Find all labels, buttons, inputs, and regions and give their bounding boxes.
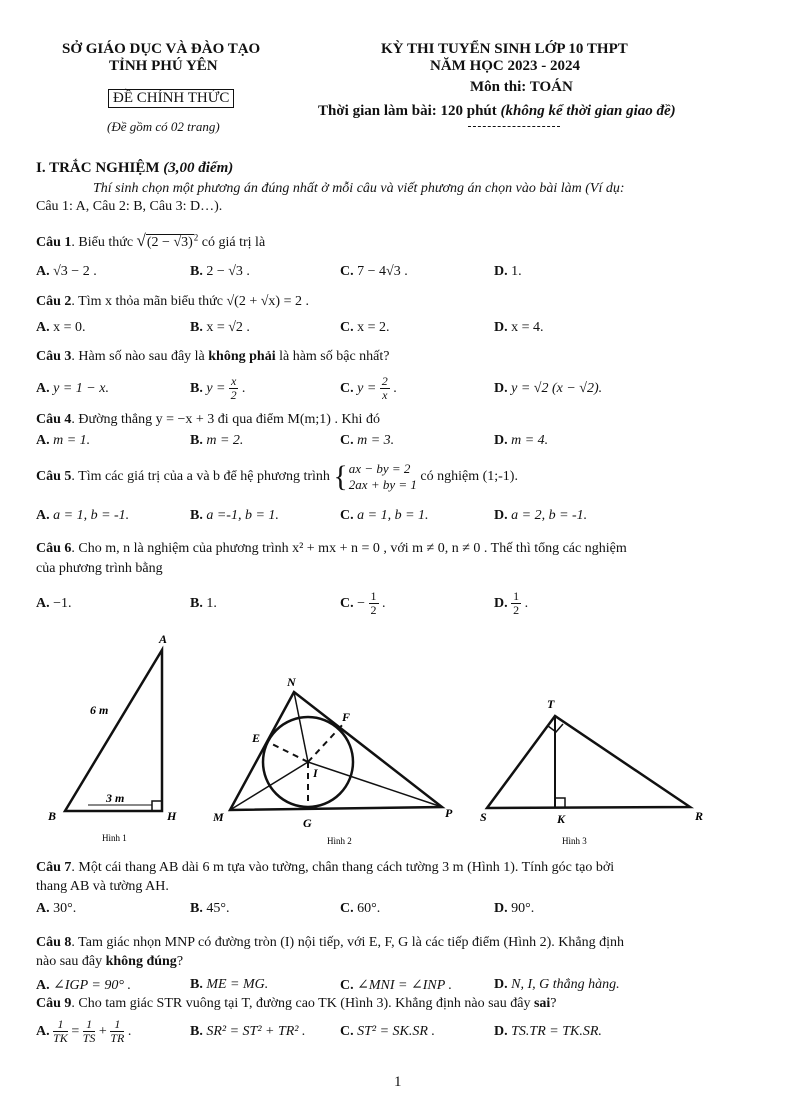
q8-label: Câu 8	[36, 935, 72, 950]
q4-text: . Đường thẳng y = −x + 3 đi qua điểm M(m;1) . Khi đó	[71, 412, 380, 427]
q8-option-c: C. ∠MNI = ∠INP .	[340, 978, 452, 993]
fig2-label-g: G	[303, 816, 312, 830]
q7-option-b: B. 45°.	[190, 901, 230, 916]
question-8	[36, 935, 624, 951]
q5-option-c: C. a = 1, b = 1.	[340, 508, 429, 523]
q1-expr: (2 − √3)	[146, 235, 193, 250]
fig2-label-i: I	[313, 766, 318, 780]
q8-option-d: D. N, I, G thẳng hàng.	[494, 977, 620, 992]
q9-option-c: C. ST² = SK.SR .	[340, 1024, 435, 1039]
q7-option-d: D. 90°.	[494, 901, 535, 916]
q6-text: . Cho m, n là nghiệm của phương trình x² + mx + n = 0 , với m ≠ 0, n ≠ 0 . Thế thì tổng các nghiệm	[71, 541, 627, 556]
q6-option-a: A. −1.	[36, 596, 72, 611]
q3-text: . Hàm số nào sau đây là	[71, 349, 205, 364]
q6-label: Câu 6	[36, 541, 72, 556]
q3-tail: là hàm số bậc nhất?	[279, 349, 390, 364]
q1-option-a: A. √3 − 2 .	[36, 264, 97, 279]
q6-option-c: C. − $\frac{1}{2}$ .	[340, 589, 386, 618]
section-heading	[36, 160, 233, 177]
fig3-triangle	[487, 716, 690, 808]
q3-option-b: B. y = $\frac{x}{2}$ .	[190, 374, 246, 403]
question-7	[36, 860, 614, 876]
exam-time	[318, 103, 676, 120]
instructions-line2: Câu 1: A, Câu 2: B, Câu 3: D…).	[36, 199, 223, 214]
q4-option-d: D. m = 4.	[494, 433, 549, 448]
q9-label: Câu 9	[36, 996, 72, 1011]
fig2-label-m: M	[213, 810, 224, 824]
official-label: ĐỀ CHÍNH THỨC	[108, 89, 234, 108]
q4-option-b: B. m = 2.	[190, 433, 244, 448]
instructions-line1: Thí sinh chọn một phương án đúng nhất ở mỗi câu và viết phương án chọn vào bài làm (Ví dụ:	[93, 181, 625, 196]
fig2-label-f: F	[342, 710, 351, 724]
q1-option-c: C. 7 − 4√3 .	[340, 264, 408, 279]
q5-eq2: 2ax + by = 1	[348, 476, 417, 492]
q7-line1: . Một cái thang AB dài 6 m tựa vào tường, chân thang cách tường 3 m (Hình 1). Tính góc tạo bởi	[71, 860, 615, 875]
section-score: (3,00 điểm)	[163, 160, 234, 176]
fig2-label-e: E	[252, 731, 261, 745]
question-2	[36, 294, 309, 310]
q5-tail: có nghiệm (1;-1).	[420, 469, 518, 484]
fig3-label-s: S	[480, 810, 487, 824]
question-5	[36, 457, 518, 497]
q5-option-b: B. a =-1, b = 1.	[190, 508, 279, 523]
q5-label: Câu 5	[36, 469, 72, 484]
q5-eq1: ax − by = 2	[348, 460, 411, 476]
q3-option-a: A. y = 1 − x.	[36, 381, 109, 396]
q6-option-b: B. 1.	[190, 596, 217, 611]
fig1-side-ab: 6 m	[90, 703, 109, 717]
q3-label: Câu 3	[36, 349, 72, 364]
question-6	[36, 541, 627, 557]
fig3-label-t: T	[547, 697, 555, 711]
q5-text: . Tìm các giá trị của a và b để hệ phương trình	[71, 469, 330, 484]
q2-option-d: D. x = 4.	[494, 320, 544, 335]
question-1: Câu 1. Biểu thức $√(2 - √3)^2$ có giá trị là	[36, 231, 266, 250]
q3-option-c: C. y = $\frac{2}{x}$ .	[340, 374, 397, 403]
fig1-side-bh: 3 m	[106, 791, 125, 805]
exam-year: NĂM HỌC 2023 - 2024	[430, 58, 580, 74]
fig3-label-r: R	[695, 809, 704, 823]
q8-line2: nào sau đây không đúng?	[36, 954, 184, 969]
q5-brace-icon: {	[333, 459, 348, 493]
exam-title: KỲ THI TUYỂN SINH LỚP 10 THPT	[381, 41, 628, 57]
q4-label: Câu 4	[36, 412, 72, 427]
q1-text: . Biểu thức	[71, 235, 134, 250]
q2-option-a: A. x = 0.	[36, 320, 86, 335]
q2-option-c: C. x = 2.	[340, 320, 390, 335]
exam-subject: Môn thi: TOÁN	[470, 79, 573, 95]
q2-text: . Tìm x thỏa mãn biểu thức	[71, 294, 223, 309]
q3-strong: không phải	[208, 349, 276, 364]
q9-option-a: A. $\frac{1}{TK}$ = $\frac{1}{TS}$ + $\frac{1}{TR}$ .	[36, 1017, 132, 1046]
time-note: (không kể thời gian giao đề)	[500, 103, 676, 119]
fig1-caption: Hình 1	[102, 833, 127, 843]
q1-option-d: D. 1.	[494, 264, 522, 279]
question-3	[36, 349, 390, 365]
figure-1	[40, 625, 200, 850]
fig1-label-a: A	[159, 632, 168, 646]
fig2-triangle	[230, 692, 442, 810]
fig2-line-pi	[308, 762, 442, 807]
q8-option-a: A. ∠IGP = 90° .	[36, 978, 131, 993]
header-divider	[468, 126, 560, 127]
q2-option-b: B. x = √2 .	[190, 320, 250, 335]
fig1-triangle	[65, 650, 162, 811]
fig2-label-n: N	[287, 675, 296, 689]
section-title: I. TRẮC NGHIỆM	[36, 160, 160, 176]
q7-option-a: A. 30°.	[36, 901, 77, 916]
q8-option-b: B. ME = MG.	[190, 977, 269, 992]
q1-label: Câu 1	[36, 235, 72, 250]
fig1-label-b: B	[48, 809, 57, 823]
fig2-label-p: P	[445, 806, 453, 820]
q1-radical-icon: √	[136, 231, 146, 250]
q8-line1: . Tam giác nhọn MNP có đường tròn (I) nội tiếp, với E, F, G là các tiếp điểm (Hình 2). Khẳng định	[71, 935, 624, 950]
fig3-caption: Hình 3	[562, 836, 587, 846]
figure-2	[205, 670, 465, 850]
q9-text: . Cho tam giác STR vuông tại T, đường cao TK (Hình 3). Khẳng định nào sau đây	[71, 996, 531, 1011]
q2-expr: √(2 + √x) = 2 .	[226, 294, 309, 309]
question-4	[36, 412, 380, 428]
q4-option-c: C. m = 3.	[340, 433, 395, 448]
time-label: Thời gian làm bài: 120 phút	[318, 103, 497, 119]
pages-note: (Đề gồm có 02 trang)	[107, 119, 220, 134]
q9-option-d: D. TS.TR = TK.SR.	[494, 1024, 602, 1039]
fig2-caption: Hình 2	[327, 836, 352, 846]
q3-option-d: D. y = √2 (x − √2).	[494, 381, 603, 396]
q7-line2: thang AB và tường AH.	[36, 879, 169, 894]
q6-option-d: D. $\frac{1}{2}$ .	[494, 589, 529, 618]
q6-text2: của phương trình bằng	[36, 561, 163, 576]
q1-tail: có giá trị là	[201, 235, 266, 250]
q5-option-a: A. a = 1, b = -1.	[36, 508, 130, 523]
fig1-label-h: H	[167, 809, 177, 823]
q1-option-b: B. 2 − √3 .	[190, 264, 250, 279]
q5-option-d: D. a = 2, b = -1.	[494, 508, 588, 523]
fig2-radius-if	[308, 722, 345, 762]
q4-option-a: A. m = 1.	[36, 433, 91, 448]
fig2-radius-ie	[268, 742, 308, 762]
page-number: 1	[394, 1074, 402, 1090]
q2-label: Câu 2	[36, 294, 72, 309]
fig1-right-angle-icon	[152, 801, 162, 811]
figure-3	[475, 690, 725, 850]
q9-strong: sai	[533, 996, 551, 1011]
q9-option-b: B. SR² = ST² + TR² .	[190, 1024, 306, 1039]
fig3-label-k: K	[557, 812, 566, 826]
dept-line2: TỈNH PHÚ YÊN	[109, 58, 218, 74]
question-9: Câu 9. Cho tam giác STR vuông tại T, đường cao TK (Hình 3). Khẳng định nào sau đây sai?	[36, 996, 557, 1011]
q7-option-c: C. 60°.	[340, 901, 381, 916]
q7-label: Câu 7	[36, 860, 72, 875]
dept-line1: SỞ GIÁO DỤC VÀ ĐÀO TẠO	[62, 41, 261, 57]
